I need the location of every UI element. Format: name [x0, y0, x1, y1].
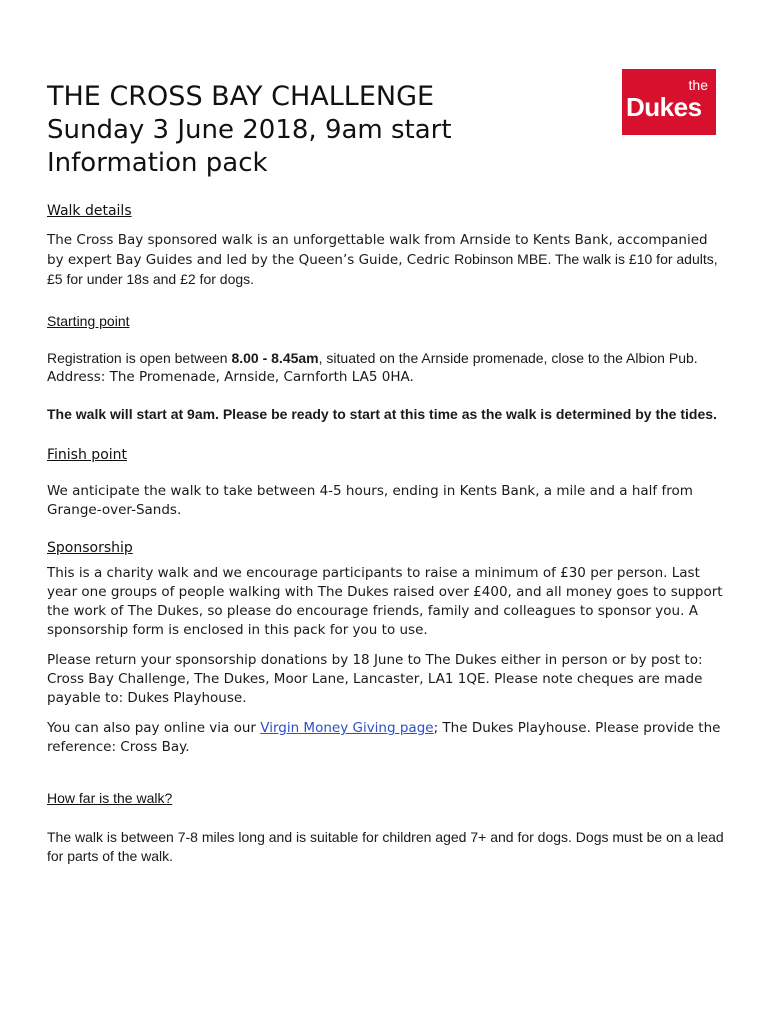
how-far-heading: How far is the walk?	[47, 790, 173, 806]
sponsorship-heading: Sponsorship	[47, 540, 133, 556]
finish-point-heading: Finish point	[47, 447, 128, 463]
how-far-text: The walk is between 7-8 miles long and is suitable for children aged 7+ and for dogs. Dogs must be on a lead for parts of the walk.	[47, 829, 724, 864]
pack-title: Information pack	[47, 148, 268, 178]
online-payment-text	[47, 719, 727, 757]
page-title: THE CROSS BAY CHALLENGE	[47, 81, 435, 112]
logo-dukes: Dukes	[626, 92, 702, 122]
registration-time: 8.00 - 8.45am	[231, 350, 319, 366]
finish-point-text: We anticipate the walk to take between 4-5 hours, ending in Kents Bank, a mile and a half from Grange-over-Sands.	[47, 483, 693, 518]
walk-details-text	[47, 231, 727, 290]
document-body	[47, 77, 727, 866]
registration-post: , situated on the Arnside promenade, close to the Albion Pub.	[318, 350, 698, 366]
starting-point-heading: Starting point	[47, 313, 130, 329]
sponsorship-text-2: Please return your sponsorship donations by 18 June to The Dukes either in person or by post to: Cross Bay Challenge, The Dukes, Moor Lane, Lancaster, LA1 1QE. Please note cheques are made payable to: Dukes Playhouse.	[47, 652, 703, 706]
logo-the: the	[688, 77, 708, 93]
walk-details-text-2: Robinson MBE. The walk is £10 for adults, £5 for under 18s and £2 for dogs.	[47, 251, 718, 287]
sponsorship-text-1: This is a charity walk and we encourage participants to raise a minimum of £30 per person. Last year one groups of people walking with The Dukes raised over £400, and all money goes to support the work of The Dukes, so please do encourage friends, family and colleagues to sponsor you. A sponsorship form is enclosed in this pack for you to use.	[47, 565, 723, 638]
virgin-money-giving-link[interactable]: Virgin Money Giving page	[260, 720, 434, 736]
address-text: Address: The Promenade, Arnside, Carnforth LA5 0HA.	[47, 369, 414, 385]
registration-text	[47, 349, 727, 368]
registration-pre: Registration is open between	[47, 350, 232, 366]
event-date: Sunday 3 June 2018, 9am start	[47, 115, 452, 145]
walk-details-text-1: The Cross Bay sponsored walk is an unforgettable walk from Arnside to Kents Bank, accompanied by expert Bay Guides and led by the Queen’s Guide, Cedric	[47, 232, 708, 268]
online-post: ; The Dukes Playhouse. Please provide the reference: Cross Bay.	[47, 720, 721, 755]
start-notice: The walk will start at 9am. Please be ready to start at this time as the walk is determined by the tides.	[47, 406, 717, 422]
online-pre: You can also pay online via our	[47, 720, 261, 736]
walk-details-heading: Walk details	[47, 203, 132, 219]
